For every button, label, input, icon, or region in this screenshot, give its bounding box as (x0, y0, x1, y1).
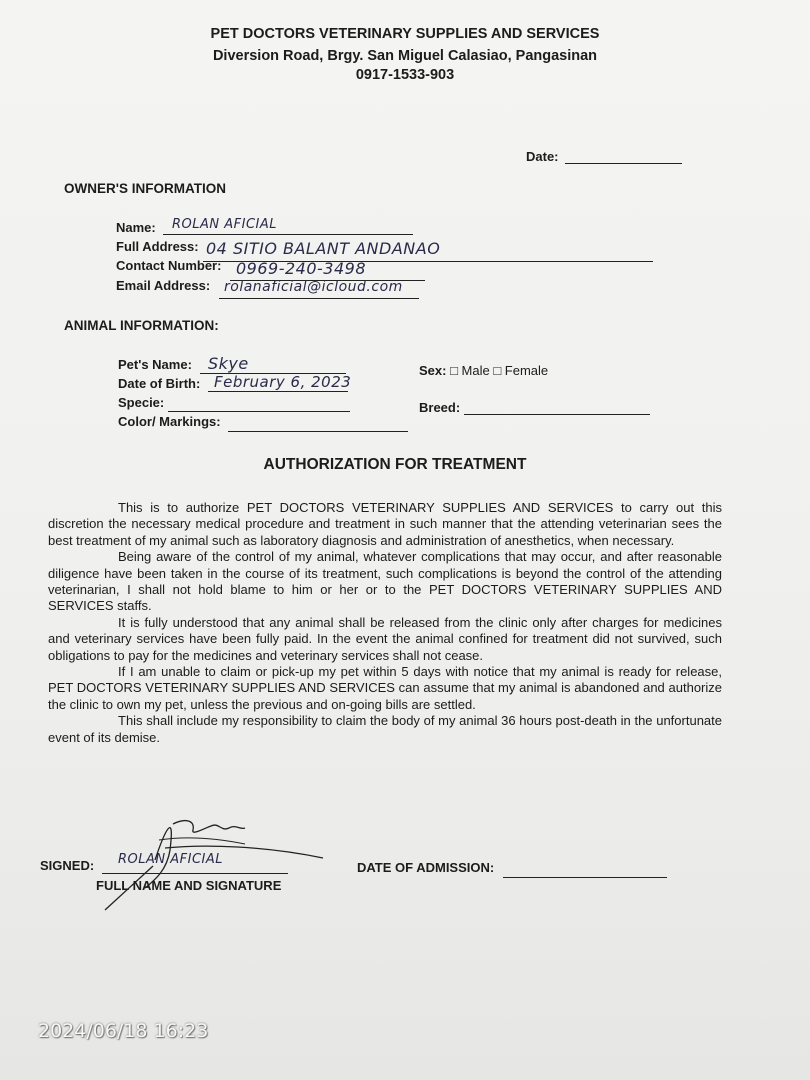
authorization-paragraph-1: This is to authorize PET DOCTORS VETERINARY SUPPLIES AND SERVICES to carry out this discretion the necessary medical procedure and treatment in such manner that the attending veterinarian sees the best treatment of my animal such as laboratory diagnosis and administration of anesthetics, when necessary. (48, 500, 722, 548)
authorization-title: AUTHORIZATION FOR TREATMENT (263, 456, 527, 473)
contact-number-label: Contact Number: (116, 258, 222, 273)
dob-line (208, 391, 348, 392)
owner-name-line (163, 234, 413, 235)
pet-name-label: Pet's Name: (118, 357, 192, 372)
date-of-admission-label: DATE OF ADMISSION: (357, 860, 495, 875)
breed-label: Breed: (419, 400, 461, 415)
specie-line (168, 411, 350, 412)
date-line (565, 163, 682, 164)
contact-number-value: 0969-240-3498 (236, 259, 367, 278)
photo-timestamp: 2024/06/18 16:23 (38, 1020, 209, 1042)
authorization-paragraph-2: Being aware of the control of my animal, whatever complications that may occur, and after reasonable diligence have been taken in the course of its treatment, such complications is beyond the control of the attending veterinarian, I shall not hold blame to him or her or to the PET DOCTORS VETERINARY SUPPLIES AND SERVICES staffs. (48, 549, 722, 614)
authorization-paragraph-4: If I am unable to claim or pick-up my pet within 5 days with notice that my animal is ready for release, PET DOCTORS VETERINARY SUPPLIES AND SERVICES can assume that my animal is abandoned and authorize the clinic to own my pet, unless the previous and on-going bills are settled. (48, 664, 722, 712)
business-name: PET DOCTORS VETERINARY SUPPLIES AND SERVICES (210, 26, 600, 42)
signature-caption: FULL NAME AND SIGNATURE (96, 878, 282, 893)
authorization-paragraph-5: This shall include my responsibility to claim the body of my animal 36 hours post-death in the unfortunate event of its demise. (48, 713, 722, 745)
business-address: Diversion Road, Brgy. San Miguel Calasiao, Pangasinan (212, 48, 598, 64)
owner-address-value: 04 SITIO BALANT ANDANAO (206, 239, 441, 258)
dob-label: Date of Birth: (118, 376, 201, 391)
owner-section-title: OWNER'S INFORMATION (64, 181, 226, 196)
email-label: Email Address: (116, 278, 211, 293)
owner-name-value: ROLAN AFICIAL (172, 217, 278, 232)
email-line (219, 298, 419, 299)
authorization-body (48, 500, 722, 746)
sex-options: Sex: □ Male □ Female (419, 363, 549, 378)
pet-name-value: Skye (208, 354, 249, 373)
handwritten-signature (95, 800, 335, 915)
signed-label: SIGNED: (40, 858, 95, 873)
email-value: rolanaficial@icloud.com (224, 279, 403, 295)
animal-section-title: ANIMAL INFORMATION: (64, 318, 219, 333)
breed-line (464, 414, 650, 415)
color-markings-label: Color/ Markings: (118, 414, 221, 429)
specie-label: Specie: (118, 395, 165, 410)
authorization-paragraph-3: It is fully understood that any animal shall be released from the clinic only after charges for medicines and veterinary services have been fully paid. In the event the animal confined for treatment did not survived, such obligations to pay for the medicines and veterinary services shall not cease. (48, 614, 722, 663)
owner-address-label: Full Address: (116, 239, 199, 254)
date-label: Date: (526, 149, 559, 164)
business-phone: 0917-1533-903 (355, 67, 455, 83)
color-markings-line (228, 431, 408, 432)
dob-value: February 6, 2023 (214, 373, 352, 391)
signed-name-value: ROLAN AFICIAL (118, 852, 224, 867)
date-of-admission-line (503, 877, 667, 878)
owner-name-label: Name: (116, 220, 156, 235)
